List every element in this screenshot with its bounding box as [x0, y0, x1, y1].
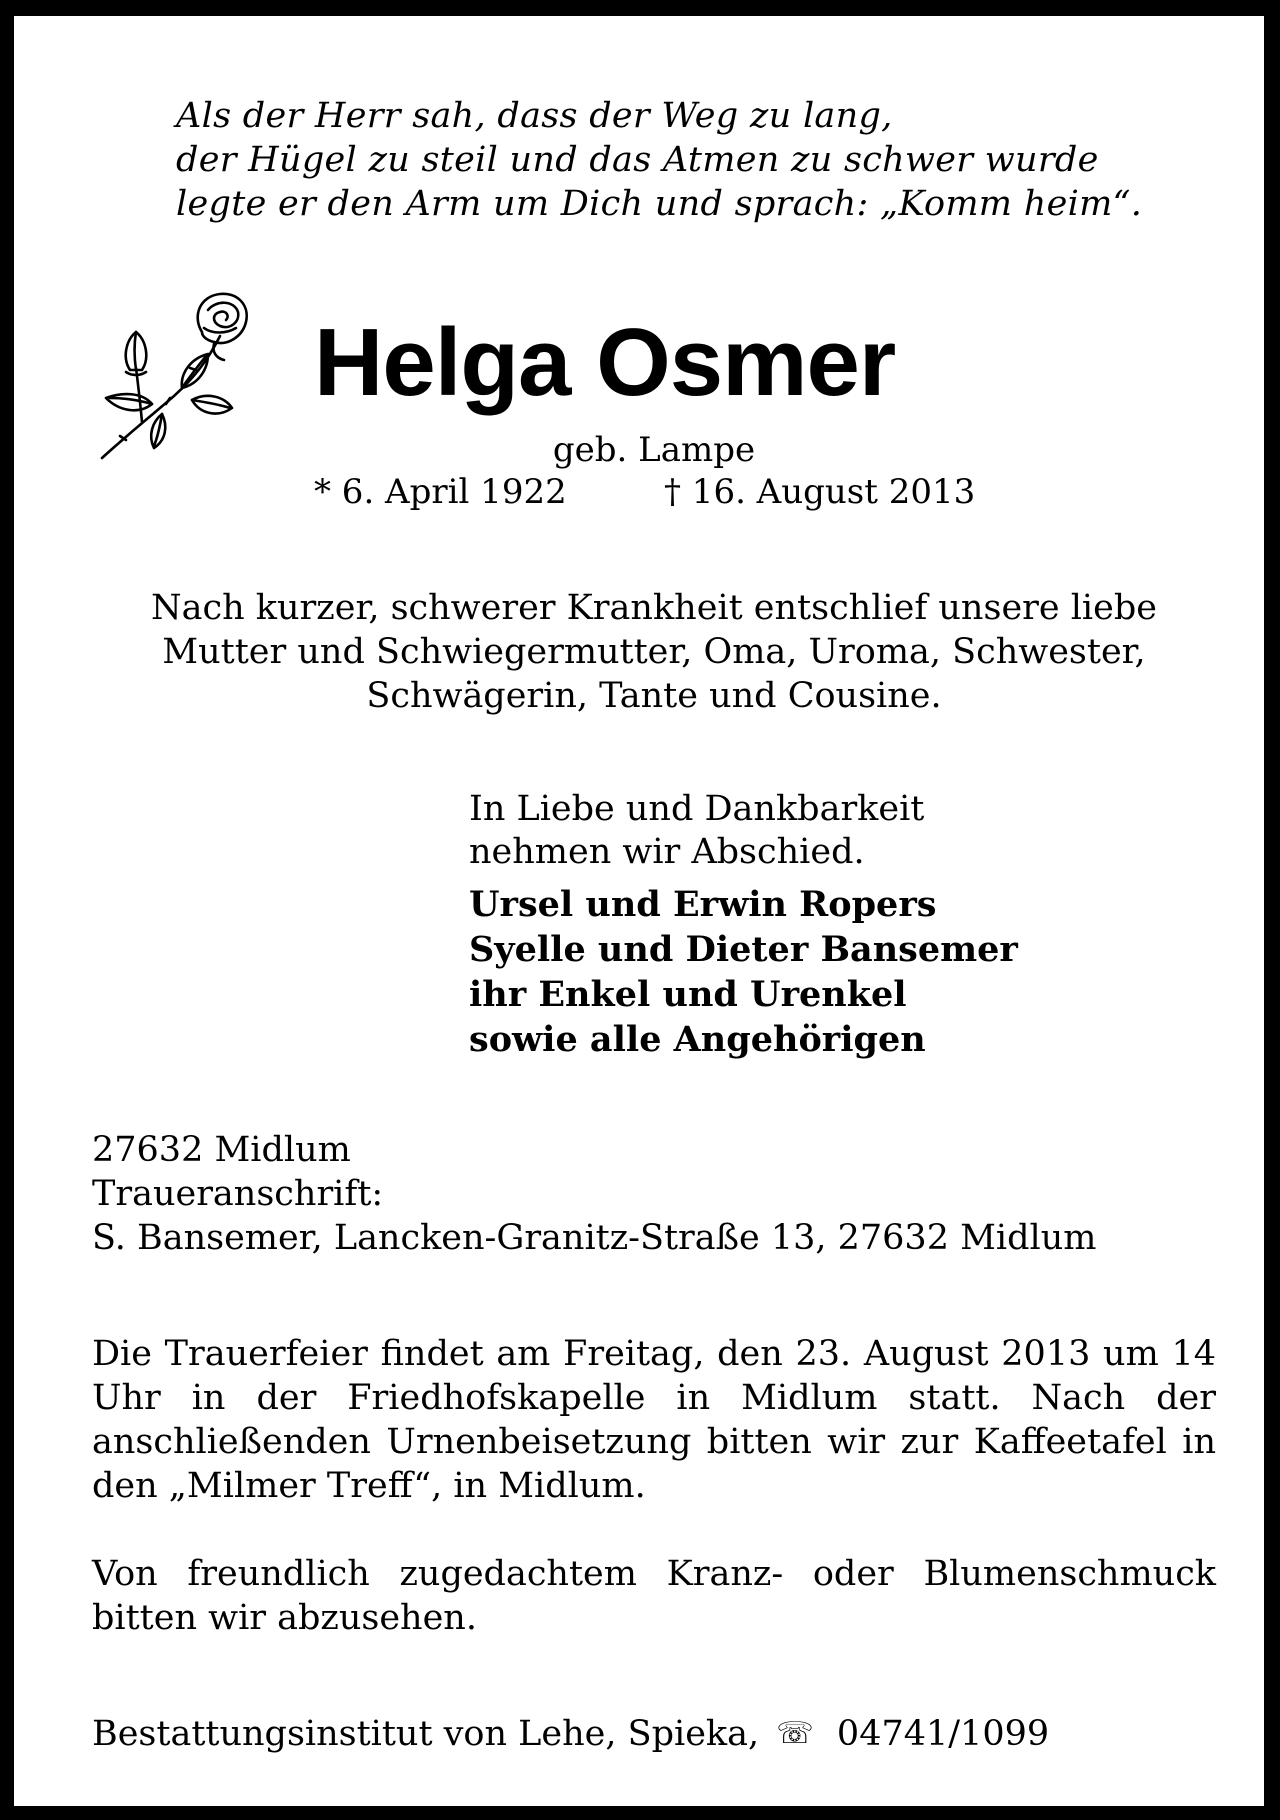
mourner-2: Syelle und Dieter Bansemer — [469, 929, 1018, 970]
farewell-line-2: nehmen wir Abschied. — [469, 832, 865, 872]
life-dates — [314, 470, 1114, 514]
mourner-4: sowie alle Angehörigen — [469, 1019, 926, 1060]
intro-line-3: Schwägerin, Tante und Cousine. — [366, 676, 942, 716]
poem-line-3: legte er den Arm um Dich und sprach: „Komm heim“. — [176, 184, 1143, 224]
telephone-icon: ☏ — [776, 1716, 814, 1751]
maiden-name: geb. Lampe — [552, 430, 756, 470]
poem-line-1: Als der Herr sah, dass der Weg zu lang, — [176, 96, 893, 136]
funeral-home — [92, 1712, 1222, 1756]
mourning-address — [92, 1128, 1222, 1260]
intro-line-1: Nach kurzer, schwerer Krankheit entschlief unsere liebe — [151, 588, 1157, 628]
poem-line-2: der Hügel zu steil und das Atmen zu schwer wurde — [176, 140, 1099, 180]
funeral-home-phone: 04741/1099 — [836, 1714, 1050, 1754]
ceremony-text: Die Trauerfeier findet am Freitag, den 23. August 2013 um 14 Uhr in der Friedhofskapelle in Midlum statt. Nach der anschließenden Urnenbeisetzung bitten wir zur Kaffeetafel in den „Milmer Treff“, in Midlum. — [92, 1334, 1216, 1506]
deceased-name: Helga Osmer — [314, 309, 896, 416]
birth-date: * 6. April 1922 — [314, 472, 567, 512]
farewell-line-1: In Liebe und Dankbarkeit — [469, 789, 925, 829]
funeral-home-name: Bestattungsinstitut von Lehe, Spieka, — [92, 1714, 760, 1754]
death-date: † 16. August 2013 — [664, 472, 976, 512]
intro-text — [114, 586, 1194, 718]
mourners-list — [469, 882, 1229, 1062]
address-label: Traueranschrift: — [92, 1174, 384, 1214]
intro-line-2: Mutter und Schwiegermutter, Oma, Uroma, Schwester, — [162, 632, 1146, 672]
farewell-text — [469, 788, 1229, 874]
poem — [176, 94, 1236, 226]
mourner-1: Ursel und Erwin Ropers — [469, 884, 937, 925]
mourner-3: ihr Enkel und Urenkel — [469, 974, 907, 1015]
address-full: S. Bansemer, Lancken-Granitz-Straße 13, 27632 Midlum — [92, 1218, 1097, 1258]
wreath-request-text: Von freundlich zugedachtem Kranz- oder Blumenschmuck bitten wir abzusehen. — [92, 1554, 1216, 1638]
address-town: 27632 Midlum — [92, 1130, 351, 1170]
